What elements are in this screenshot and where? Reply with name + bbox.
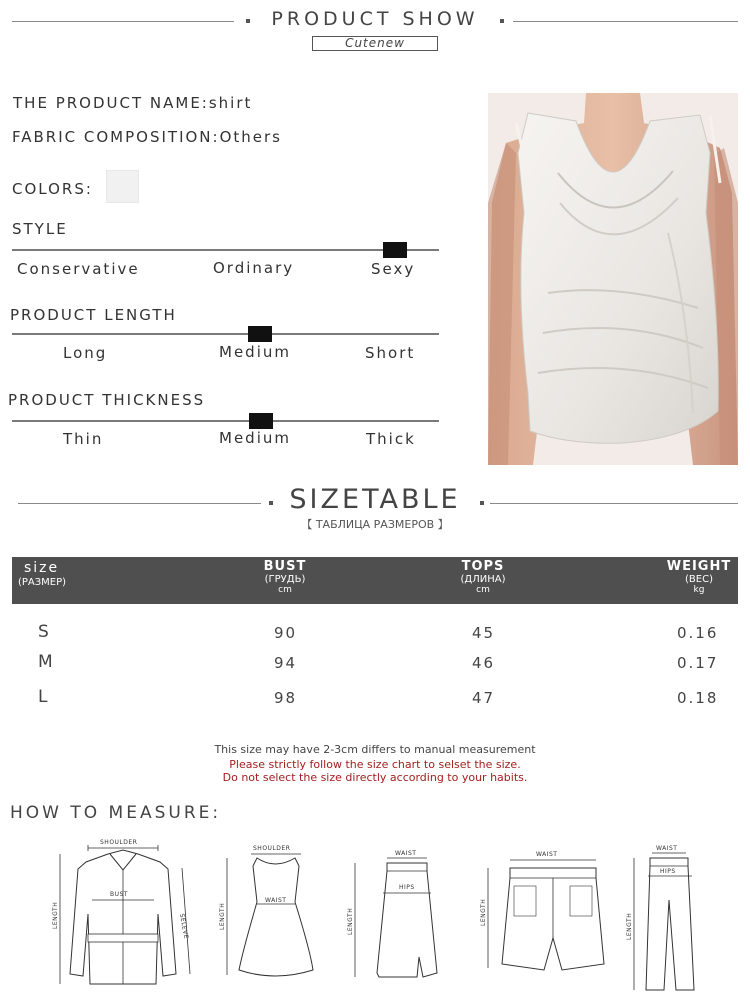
shoulder-label: SHOULDER bbox=[100, 839, 138, 846]
row-s-bust: 90 bbox=[274, 624, 298, 642]
style-scale-line bbox=[12, 249, 439, 251]
length-scale-line bbox=[12, 333, 439, 335]
size-note: This size may have 2-3cm differs to manual measurement bbox=[214, 743, 536, 756]
size-table-header bbox=[12, 557, 738, 604]
style-label: STYLE bbox=[12, 220, 68, 238]
row-m-weight: 0.17 bbox=[677, 654, 719, 672]
row-m-size: M bbox=[38, 652, 55, 672]
dress-length-label: LENGTH bbox=[219, 902, 226, 930]
dress-shoulder-label: SHOULDER bbox=[253, 845, 291, 852]
row-m-bust: 94 bbox=[274, 654, 298, 672]
row-l-tops: 47 bbox=[472, 689, 496, 707]
row-m-tops: 46 bbox=[472, 654, 496, 672]
product-name: THE PRODUCT NAME:shirt bbox=[13, 94, 253, 112]
length-label: LENGTH bbox=[52, 901, 59, 929]
thickness-option-thin: Thin bbox=[63, 430, 104, 448]
thickness-label: PRODUCT THICKNESS bbox=[8, 391, 206, 409]
row-s-size: S bbox=[38, 622, 51, 642]
row-l-weight: 0.18 bbox=[677, 689, 719, 707]
thickness-marker bbox=[249, 413, 273, 429]
style-marker bbox=[383, 242, 407, 258]
pants-length-label: LENGTH bbox=[626, 912, 633, 940]
length-label: PRODUCT LENGTH bbox=[10, 306, 177, 324]
dress-waist-label: WAIST bbox=[265, 897, 287, 904]
bust-label: BUST bbox=[110, 891, 128, 898]
size-warning-line-1: Please strictly follow the size chart to selset the size. bbox=[229, 758, 521, 771]
sizetable-subtitle: 【 ТАБЛИЦА РАЗМЕРОВ 】 bbox=[301, 518, 449, 531]
header-weight: WEIGHT (ВЕС) kg bbox=[666, 559, 732, 595]
pants-hips-label: HIPS bbox=[660, 868, 676, 875]
header-tops: TOPS (ДЛИНА) cm bbox=[460, 559, 506, 595]
style-option-sexy: Sexy bbox=[371, 260, 416, 278]
fabric-composition: FABRIC COMPOSITION:Others bbox=[12, 128, 282, 146]
size-warning bbox=[0, 758, 750, 784]
row-s-tops: 45 bbox=[472, 624, 496, 642]
pants-waist-label: WAIST bbox=[656, 845, 678, 852]
length-marker bbox=[248, 326, 272, 342]
skirt-measure-diagram bbox=[343, 845, 443, 985]
page-title: PRODUCT SHOW bbox=[271, 8, 479, 30]
pants-measure-diagram bbox=[622, 840, 702, 995]
skirt-hips-label: HIPS bbox=[399, 884, 415, 891]
thickness-option-medium: Medium bbox=[219, 429, 291, 447]
shorts-measure-diagram bbox=[478, 846, 608, 976]
row-l-size: L bbox=[38, 687, 50, 707]
thickness-option-thick: Thick bbox=[366, 430, 416, 448]
dress-measure-diagram bbox=[215, 840, 315, 990]
style-option-ordinary: Ordinary bbox=[213, 259, 295, 277]
length-option-long: Long bbox=[63, 344, 108, 362]
product-illustration bbox=[488, 93, 738, 465]
thickness-scale-line bbox=[12, 420, 439, 422]
brand-name: Cutenew bbox=[312, 36, 438, 51]
sizetable-title: SIZETABLE bbox=[289, 484, 461, 515]
sleeve-label: SELEVE bbox=[178, 913, 190, 940]
header-size: size (РАЗМЕР) bbox=[18, 560, 67, 588]
header-bust: BUST (ГРУДЬ) cm bbox=[263, 559, 307, 595]
shorts-length-label: LENGTH bbox=[480, 898, 487, 926]
length-option-short: Short bbox=[365, 344, 416, 362]
length-option-medium: Medium bbox=[219, 343, 291, 361]
row-l-bust: 98 bbox=[274, 689, 298, 707]
shorts-waist-label: WAIST bbox=[536, 851, 558, 858]
how-to-measure-title: HOW TO MEASURE: bbox=[10, 803, 222, 823]
style-option-conservative: Conservative bbox=[17, 260, 140, 278]
product-photo[interactable] bbox=[488, 93, 738, 465]
skirt-waist-label: WAIST bbox=[395, 850, 417, 857]
row-s-weight: 0.16 bbox=[677, 624, 719, 642]
skirt-length-label: LENGTH bbox=[347, 907, 354, 935]
size-warning-line-2: Do not select the size directly according to your habits. bbox=[222, 771, 528, 784]
color-swatch[interactable] bbox=[106, 170, 139, 203]
jacket-measure-diagram bbox=[48, 834, 198, 994]
colors-label: COLORS: bbox=[12, 180, 93, 198]
